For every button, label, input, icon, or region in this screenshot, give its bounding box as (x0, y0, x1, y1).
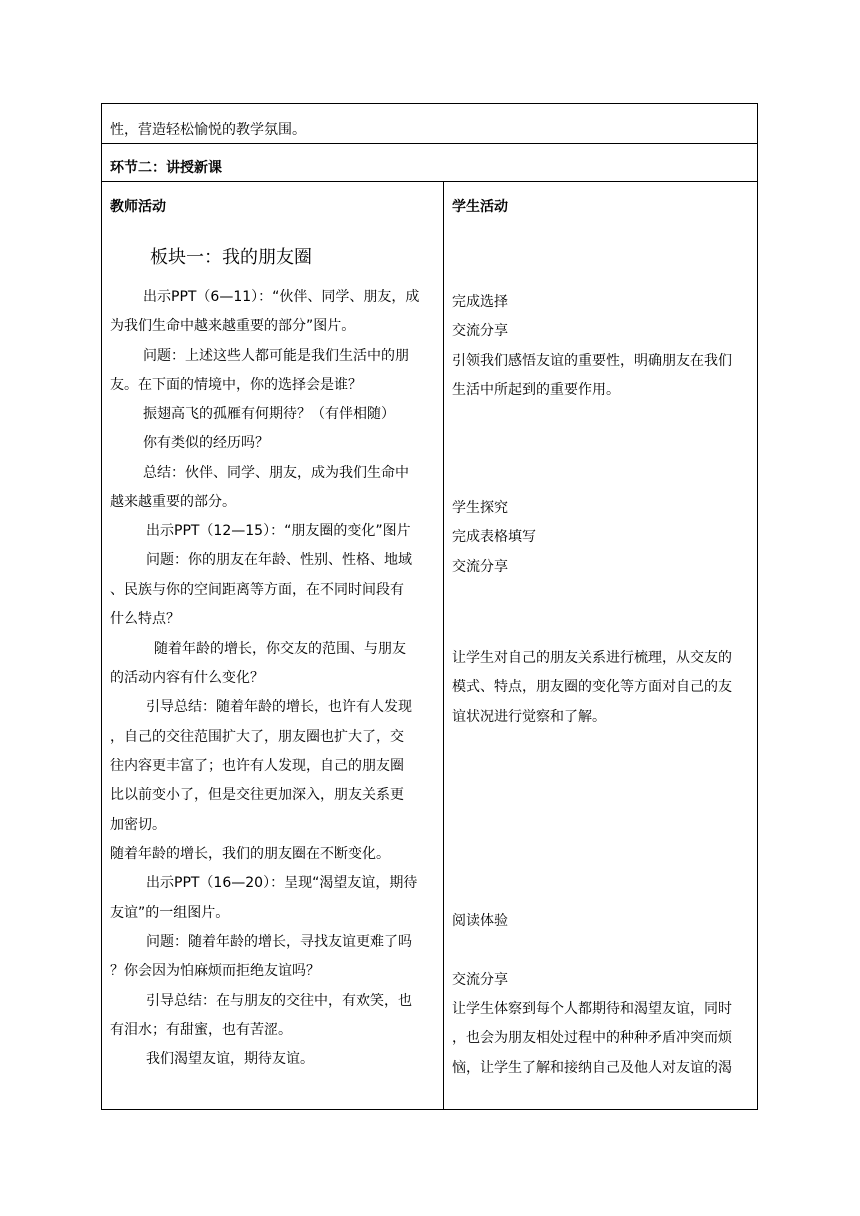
teacher-line: ？你会因为怕麻烦而拒绝友谊吗？ (110, 963, 320, 979)
student-line: ，也会为朋友相处过程中的种种矛盾冲突而烦 (452, 1030, 732, 1046)
teacher-header: 教师活动 (110, 199, 166, 215)
student-line: 交流分享 (452, 323, 508, 339)
student-line: 谊状况进行觉察和了解。 (452, 709, 606, 725)
student-header: 学生活动 (452, 199, 508, 215)
teacher-line: 为我们生命中越来越重要的部分”图片。 (110, 318, 356, 334)
teacher-line: 、民族与你的空间距离等方面，在不同时间段有 (110, 582, 404, 598)
teacher-line: 的活动内容有什么变化？ (110, 670, 264, 686)
teacher-line: 引导总结：随着年龄的增长，也许有人发现 (146, 699, 412, 715)
teacher-line: 我们渴望友谊，期待友谊。 (146, 1051, 314, 1067)
teacher-line: 出示PPT（16—20）：呈现“渴望友谊，期待 (146, 875, 418, 891)
teacher-line: 问题：上述这些人都可能是我们生活中的朋 (143, 348, 409, 364)
student-line: 阅读体验 (452, 913, 508, 929)
teacher-line: 出示PPT（6—11）：“伙伴、同学、朋友，成 (143, 289, 420, 305)
intro-tail-text: 性，营造轻松愉悦的教学氛围。 (110, 122, 306, 138)
student-line: 模式、特点，朋友圈的变化等方面对自己的友 (452, 679, 732, 695)
student-line: 引领我们感悟友谊的重要性，明确朋友在我们 (452, 353, 732, 369)
teacher-line: ，自己的交往范围扩大了，朋友圈也扩大了，交 (110, 729, 404, 745)
student-line: 生活中所起到的重要作用。 (452, 382, 620, 398)
teacher-line: 总结：伙伴、同学、朋友，成为我们生命中 (143, 465, 409, 481)
student-line: 恼，让学生了解和接纳自己及他人对友谊的渴 (452, 1060, 732, 1076)
teacher-line: 问题：你的朋友在年龄、性别、性格、地域 (146, 552, 412, 568)
teacher-line: 友谊”的一组图片。 (110, 905, 230, 921)
student-line: 让学生体察到每个人都期待和渴望友谊，同时 (452, 1001, 732, 1017)
teacher-line: 随着年龄的增长，你交友的范围、与朋友 (154, 641, 406, 657)
teacher-line: 振翅高飞的孤雁有何期待？（有伴相随） (143, 406, 395, 422)
teacher-line: 问题：随着年龄的增长，寻找友谊更难了吗 (146, 934, 412, 950)
block-title: 板块一：我的朋友圈 (150, 247, 312, 268)
section-title: 环节二：讲授新课 (110, 160, 222, 176)
teacher-line: 你有类似的经历吗？ (143, 435, 269, 451)
teacher-line: 引导总结：在与朋友的交往中，有欢笑，也 (146, 993, 412, 1009)
student-line: 学生探究 (452, 500, 508, 516)
column-divider (443, 182, 444, 1110)
student-line: 完成选择 (452, 294, 508, 310)
teacher-line: 出示PPT（12—15）：“朋友圈的变化”图片 (146, 523, 411, 539)
teacher-line: 越来越重要的部分。 (110, 494, 236, 510)
student-line: 让学生对自己的朋友关系进行梳理，从交友的 (452, 650, 732, 666)
student-line: 交流分享 (452, 972, 508, 988)
teacher-line: 有泪水；有甜蜜，也有苦涩。 (110, 1022, 292, 1038)
teacher-line: 加密切。 (110, 817, 166, 833)
teacher-line: 什么特点？ (110, 611, 180, 627)
teacher-line: 友。在下面的情境中，你的选择会是谁？ (110, 377, 362, 393)
teacher-line: 比以前变小了，但是交往更加深入，朋友关系更 (110, 787, 404, 803)
student-line: 完成表格填写 (452, 529, 536, 545)
teacher-line: 往内容更丰富了；也许有人发现，自己的朋友圈 (110, 758, 404, 774)
student-line: 交流分享 (452, 559, 508, 575)
teacher-line: 随着年龄的增长，我们的朋友圈在不断变化。 (110, 846, 390, 862)
